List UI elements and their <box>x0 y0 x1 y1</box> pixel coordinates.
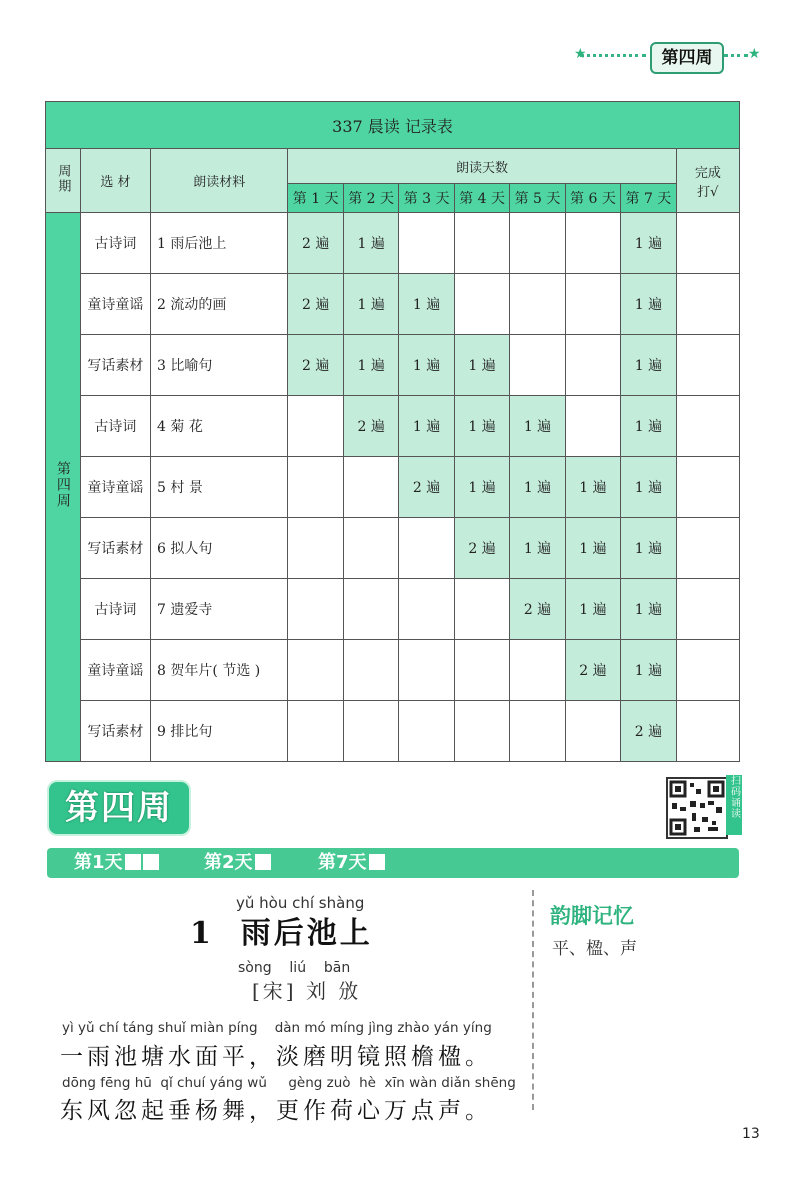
day-cell: 1 遍 <box>621 213 676 274</box>
day-cell: 2 遍 <box>288 274 343 335</box>
select-cell: 写话素材 <box>80 518 150 579</box>
day-cell <box>510 701 565 762</box>
checkbox[interactable] <box>125 854 141 870</box>
reading-record-table <box>45 101 740 762</box>
day-header: 第 1 天 <box>288 184 343 213</box>
day-cell <box>454 274 509 335</box>
material-cell: 2 流动的画 <box>151 274 288 335</box>
day-cell: 1 遍 <box>454 457 509 518</box>
material-cell: 4 菊 花 <box>151 396 288 457</box>
day-cell: 2 遍 <box>454 518 509 579</box>
select-cell: 童诗童谣 <box>80 457 150 518</box>
day-header: 第 4 天 <box>454 184 509 213</box>
day-cell: 1 遍 <box>399 274 454 335</box>
col-done: 完成 打√ <box>676 149 739 213</box>
day-cell: 1 遍 <box>565 518 620 579</box>
day-cell: 1 遍 <box>343 274 398 335</box>
select-cell: 写话素材 <box>80 701 150 762</box>
qr-code-icon[interactable] <box>666 777 728 839</box>
day-cell <box>565 335 620 396</box>
day-header: 第 7 天 <box>621 184 676 213</box>
day-cell <box>454 213 509 274</box>
day-cell: 2 遍 <box>399 457 454 518</box>
done-cell[interactable] <box>676 579 739 640</box>
day-cell: 2 遍 <box>510 579 565 640</box>
material-cell: 8 贺年片( 节选 ) <box>151 640 288 701</box>
divider <box>532 890 534 1110</box>
day-cell <box>343 579 398 640</box>
select-cell: 古诗词 <box>80 396 150 457</box>
checkbox[interactable] <box>255 854 271 870</box>
day-cell: 1 遍 <box>399 396 454 457</box>
table-row <box>46 213 740 274</box>
done-cell[interactable] <box>676 518 739 579</box>
day-cell: 1 遍 <box>621 335 676 396</box>
week-label: 第四周 <box>46 213 81 762</box>
day-cell <box>343 701 398 762</box>
done-cell[interactable] <box>676 457 739 518</box>
select-cell: 古诗词 <box>80 213 150 274</box>
day-cell: 1 遍 <box>621 518 676 579</box>
day-cell: 2 遍 <box>621 701 676 762</box>
done-cell[interactable] <box>676 274 739 335</box>
day-cell: 1 遍 <box>621 396 676 457</box>
done-cell[interactable] <box>676 701 739 762</box>
day-cell: 1 遍 <box>621 640 676 701</box>
checkbox[interactable] <box>369 854 385 870</box>
day-cell <box>288 640 343 701</box>
select-cell: 童诗童谣 <box>80 640 150 701</box>
star-icon: ★ <box>748 46 761 62</box>
material-cell: 6 拟人句 <box>151 518 288 579</box>
day-cell <box>510 274 565 335</box>
done-cell[interactable] <box>676 396 739 457</box>
table-row <box>46 518 740 579</box>
day-cell <box>454 701 509 762</box>
checkbox[interactable] <box>143 854 159 870</box>
day-cell: 1 遍 <box>565 457 620 518</box>
page-number: 13 <box>742 1126 760 1142</box>
day-cell <box>510 640 565 701</box>
day-cell: 2 遍 <box>565 640 620 701</box>
rhyme-text: 平、楹、声 <box>552 939 637 959</box>
day-cell <box>343 640 398 701</box>
material-cell: 1 雨后池上 <box>151 213 288 274</box>
material-cell: 7 遗爱寺 <box>151 579 288 640</box>
day-cell: 1 遍 <box>454 396 509 457</box>
week-badge: 第四周 <box>650 42 724 74</box>
day-cell: 1 遍 <box>454 335 509 396</box>
day-cell <box>565 396 620 457</box>
day-cell <box>288 396 343 457</box>
select-cell: 古诗词 <box>80 579 150 640</box>
day-item-1: 第1天 <box>74 852 159 874</box>
day-cell <box>399 640 454 701</box>
table-row <box>46 457 740 518</box>
done-cell[interactable] <box>676 640 739 701</box>
header-dots-left <box>580 54 646 61</box>
col-week: 周期 <box>46 149 81 213</box>
day-cell <box>343 457 398 518</box>
day-cell: 1 遍 <box>510 518 565 579</box>
day-cell <box>565 274 620 335</box>
select-cell: 童诗童谣 <box>80 274 150 335</box>
qr-tag: 扫码诵读 <box>726 775 742 835</box>
day-cell <box>399 518 454 579</box>
day-header: 第 6 天 <box>565 184 620 213</box>
col-material: 朗读材料 <box>151 149 288 213</box>
day-cell <box>565 701 620 762</box>
done-cell[interactable] <box>676 213 739 274</box>
day-header: 第 3 天 <box>399 184 454 213</box>
day-cell: 2 遍 <box>288 335 343 396</box>
day-cell: 1 遍 <box>343 335 398 396</box>
day-cell <box>288 457 343 518</box>
table-row <box>46 579 740 640</box>
day-header: 第 5 天 <box>510 184 565 213</box>
title-pinyin: yǔ hòu chí shàng <box>236 894 365 912</box>
star-icon: ★ <box>574 46 587 62</box>
day-header: 第 2 天 <box>343 184 398 213</box>
material-cell: 5 村 景 <box>151 457 288 518</box>
day-cell: 1 遍 <box>343 213 398 274</box>
day-item-7: 第7天 <box>318 852 385 874</box>
day-cell <box>399 701 454 762</box>
material-cell: 9 排比句 <box>151 701 288 762</box>
day-cell: 1 遍 <box>621 579 676 640</box>
col-days: 朗读天数 <box>288 149 676 184</box>
select-cell: 写话素材 <box>80 335 150 396</box>
day-cell: 1 遍 <box>510 396 565 457</box>
poem-author: [宋] 刘 攽 <box>252 979 362 1003</box>
day-cell: 1 遍 <box>621 457 676 518</box>
day-cell: 1 遍 <box>621 274 676 335</box>
table-row <box>46 274 740 335</box>
section-title: 第四周 <box>47 780 191 836</box>
day-cell <box>343 518 398 579</box>
day-cell <box>288 579 343 640</box>
day-cell <box>454 579 509 640</box>
day-cell <box>510 213 565 274</box>
table-row <box>46 396 740 457</box>
material-cell: 3 比喻句 <box>151 335 288 396</box>
day-cell: 2 遍 <box>288 213 343 274</box>
day-cell: 2 遍 <box>343 396 398 457</box>
day-item-2: 第2天 <box>204 852 271 874</box>
col-select: 选 材 <box>80 149 150 213</box>
poem-line-2: 东风忽起垂杨舞，更作荷心万点声。 <box>60 1098 492 1124</box>
table-title: 337 晨读 记录表 <box>46 102 740 149</box>
day-cell <box>399 579 454 640</box>
author-pinyin: sòng liú bān <box>238 960 351 976</box>
day-cell: 1 遍 <box>399 335 454 396</box>
done-cell[interactable] <box>676 335 739 396</box>
day-cell <box>510 335 565 396</box>
day-cell: 1 遍 <box>510 457 565 518</box>
line2-pinyin: dōng fēng hū qǐ chuí yáng wǔ gèng zuò hè xīn wàn diǎn shēng <box>62 1075 516 1091</box>
day-cell <box>454 640 509 701</box>
table-row <box>46 640 740 701</box>
table-row <box>46 701 740 762</box>
rhyme-title: 韵脚记忆 <box>550 904 634 928</box>
table-row <box>46 335 740 396</box>
day-cell: 1 遍 <box>565 579 620 640</box>
line1-pinyin: yì yǔ chí táng shuǐ miàn píng dàn mó míng jìng zhào yán yíng <box>62 1020 492 1036</box>
header-dots-right <box>724 54 748 61</box>
poem-line-1: 一雨池塘水面平，淡磨明镜照檐楹。 <box>60 1044 492 1070</box>
day-cell <box>288 518 343 579</box>
day-cell <box>399 213 454 274</box>
day-cell <box>565 213 620 274</box>
day-cell <box>288 701 343 762</box>
poem-title: 1 雨后池上 <box>190 916 373 951</box>
